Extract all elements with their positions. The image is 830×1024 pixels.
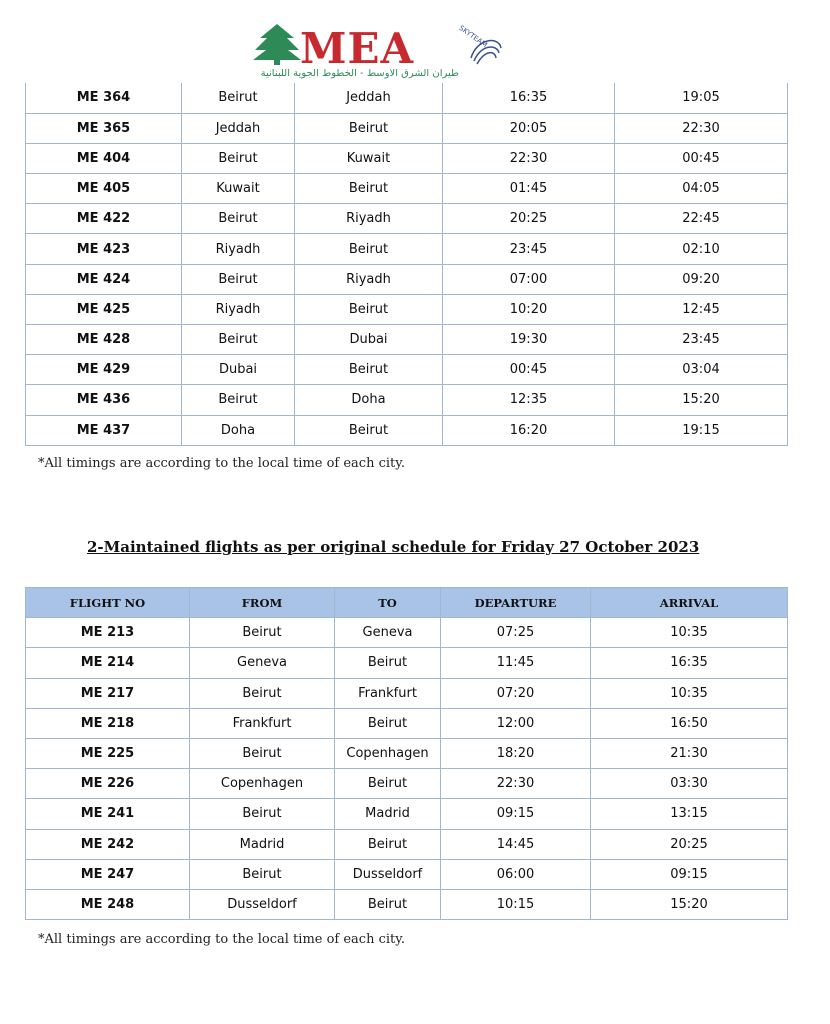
cell-arrival: 20:25 (591, 829, 788, 859)
cell-flight-no: ME 404 (26, 143, 182, 173)
table-row (26, 113, 788, 143)
cell-arrival: 13:15 (591, 799, 788, 829)
cell-flight-no: ME 405 (26, 174, 182, 204)
cell-to: Madrid (335, 799, 441, 829)
header-flight-no: FLIGHT NO (26, 588, 190, 618)
cell-departure: 23:45 (443, 234, 615, 264)
cell-from: Beirut (182, 143, 295, 173)
cell-to: Beirut (295, 174, 443, 204)
cell-arrival: 00:45 (615, 143, 788, 173)
cell-to: Doha (295, 385, 443, 415)
table-row (26, 889, 788, 919)
cell-from: Riyadh (182, 294, 295, 324)
table-row (26, 648, 788, 678)
cell-arrival: 10:35 (591, 618, 788, 648)
cell-from: Dusseldorf (190, 889, 335, 919)
cell-flight-no: ME 365 (26, 113, 182, 143)
cell-arrival: 15:20 (615, 385, 788, 415)
flights-table-2 (25, 587, 788, 920)
cell-to: Riyadh (295, 204, 443, 234)
table-row (26, 829, 788, 859)
cell-from: Copenhagen (190, 769, 335, 799)
cell-from: Jeddah (182, 113, 295, 143)
cell-flight-no: ME 424 (26, 264, 182, 294)
cell-departure: 06:00 (441, 859, 591, 889)
cell-from: Beirut (190, 678, 335, 708)
cell-flight-no: ME 422 (26, 204, 182, 234)
cell-departure: 22:30 (441, 769, 591, 799)
cell-departure: 16:35 (443, 83, 615, 113)
cell-flight-no: ME 217 (26, 678, 190, 708)
cell-flight-no: ME 226 (26, 769, 190, 799)
cell-from: Beirut (182, 204, 295, 234)
cell-arrival: 22:30 (615, 113, 788, 143)
mea-logo (252, 22, 512, 84)
table-row (26, 618, 788, 648)
table-header-row (26, 588, 788, 618)
table-row (26, 385, 788, 415)
cell-arrival: 19:15 (615, 415, 788, 445)
timing-note-1: *All timings are according to the local time of each city. (38, 456, 406, 471)
cell-flight-no: ME 247 (26, 859, 190, 889)
cell-departure: 10:20 (443, 294, 615, 324)
cell-departure: 10:15 (441, 889, 591, 919)
table-row (26, 678, 788, 708)
cell-flight-no: ME 241 (26, 799, 190, 829)
cell-departure: 12:35 (443, 385, 615, 415)
cell-departure: 19:30 (443, 325, 615, 355)
cell-to: Kuwait (295, 143, 443, 173)
cell-from: Madrid (190, 829, 335, 859)
cell-departure: 16:20 (443, 415, 615, 445)
cell-from: Beirut (190, 738, 335, 768)
cell-departure: 01:45 (443, 174, 615, 204)
cell-arrival: 10:35 (591, 678, 788, 708)
cell-to: Beirut (295, 234, 443, 264)
cell-arrival: 09:15 (591, 859, 788, 889)
cell-flight-no: ME 364 (26, 83, 182, 113)
table-row (26, 83, 788, 113)
cell-arrival: 04:05 (615, 174, 788, 204)
cell-arrival: 21:30 (591, 738, 788, 768)
cell-to: Riyadh (295, 264, 443, 294)
cell-flight-no: ME 425 (26, 294, 182, 324)
cell-from: Beirut (190, 859, 335, 889)
cell-departure: 20:05 (443, 113, 615, 143)
cell-departure: 22:30 (443, 143, 615, 173)
cell-arrival: 16:50 (591, 708, 788, 738)
cell-flight-no: ME 428 (26, 325, 182, 355)
cell-arrival: 03:04 (615, 355, 788, 385)
cell-to: Beirut (335, 708, 441, 738)
cell-to: Beirut (295, 294, 443, 324)
table-row (26, 415, 788, 445)
table-row (26, 174, 788, 204)
cell-departure: 18:20 (441, 738, 591, 768)
cell-to: Dusseldorf (335, 859, 441, 889)
cell-arrival: 22:45 (615, 204, 788, 234)
cell-departure: 20:25 (443, 204, 615, 234)
cell-arrival: 15:20 (591, 889, 788, 919)
table-row (26, 738, 788, 768)
header-departure: DEPARTURE (441, 588, 591, 618)
cell-to: Beirut (295, 355, 443, 385)
cell-from: Doha (182, 415, 295, 445)
cell-flight-no: ME 429 (26, 355, 182, 385)
cell-flight-no: ME 437 (26, 415, 182, 445)
cell-from: Beirut (190, 618, 335, 648)
cell-departure: 07:00 (443, 264, 615, 294)
cell-to: Beirut (335, 648, 441, 678)
cell-departure: 12:00 (441, 708, 591, 738)
cell-from: Frankfurt (190, 708, 335, 738)
cell-to: Beirut (335, 889, 441, 919)
cell-departure: 14:45 (441, 829, 591, 859)
cell-to: Copenhagen (335, 738, 441, 768)
cedar-tree-icon (252, 22, 302, 66)
cell-arrival: 16:35 (591, 648, 788, 678)
header-arrival: ARRIVAL (591, 588, 788, 618)
cell-flight-no: ME 213 (26, 618, 190, 648)
cell-arrival: 02:10 (615, 234, 788, 264)
header-from: FROM (190, 588, 335, 618)
cell-arrival: 09:20 (615, 264, 788, 294)
cell-arrival: 23:45 (615, 325, 788, 355)
cell-departure: 09:15 (441, 799, 591, 829)
cell-to: Geneva (335, 618, 441, 648)
table-row (26, 294, 788, 324)
table-row (26, 234, 788, 264)
logo-arabic-text: طيران الشرق الأوسط - الخطوط الجوية اللبنانية (260, 69, 459, 79)
table-row (26, 769, 788, 799)
logo-brand-text: MEA (300, 24, 415, 73)
timing-note-2: *All timings are according to the local time of each city. (38, 932, 406, 947)
table-row (26, 325, 788, 355)
cell-to: Beirut (295, 415, 443, 445)
cell-from: Dubai (182, 355, 295, 385)
cell-departure: 07:25 (441, 618, 591, 648)
cell-from: Kuwait (182, 174, 295, 204)
cell-from: Riyadh (182, 234, 295, 264)
section-2-heading: 2-Maintained flights as per original schedule for Friday 27 October 2023 (87, 538, 700, 556)
table-row (26, 708, 788, 738)
cell-from: Beirut (190, 799, 335, 829)
cell-flight-no: ME 248 (26, 889, 190, 919)
cell-arrival: 03:30 (591, 769, 788, 799)
cell-to: Dubai (295, 325, 443, 355)
table-row (26, 799, 788, 829)
cell-from: Beirut (182, 385, 295, 415)
cell-to: Frankfurt (335, 678, 441, 708)
skyteam-label: SKYTEAM (457, 24, 489, 50)
table-row (26, 264, 788, 294)
cell-from: Beirut (182, 264, 295, 294)
cell-departure: 07:20 (441, 678, 591, 708)
table-row (26, 143, 788, 173)
cell-to: Beirut (295, 113, 443, 143)
cell-from: Geneva (190, 648, 335, 678)
cell-flight-no: ME 436 (26, 385, 182, 415)
cell-flight-no: ME 214 (26, 648, 190, 678)
cell-flight-no: ME 218 (26, 708, 190, 738)
cell-departure: 11:45 (441, 648, 591, 678)
cell-departure: 00:45 (443, 355, 615, 385)
cell-to: Jeddah (295, 83, 443, 113)
cell-to: Beirut (335, 769, 441, 799)
header-to: TO (335, 588, 441, 618)
cell-arrival: 12:45 (615, 294, 788, 324)
cell-from: Beirut (182, 83, 295, 113)
table-row (26, 859, 788, 889)
cell-flight-no: ME 242 (26, 829, 190, 859)
table-row (26, 204, 788, 234)
cell-flight-no: ME 423 (26, 234, 182, 264)
table-row (26, 355, 788, 385)
flights-table-1 (25, 83, 788, 446)
cell-from: Beirut (182, 325, 295, 355)
cell-flight-no: ME 225 (26, 738, 190, 768)
cell-to: Beirut (335, 829, 441, 859)
cell-arrival: 19:05 (615, 83, 788, 113)
